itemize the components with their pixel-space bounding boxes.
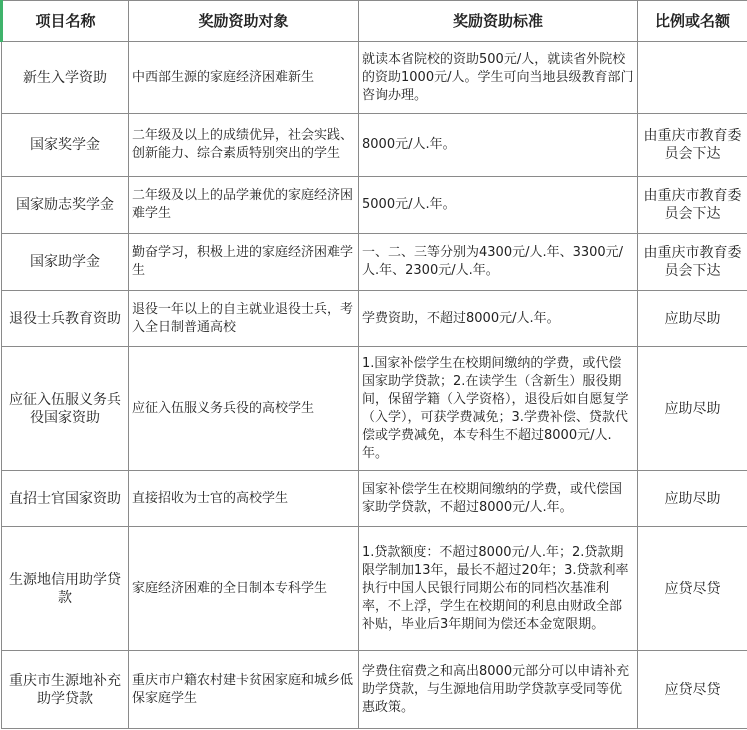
quota-cell: 由重庆市教育委员会下达 xyxy=(638,177,747,234)
standard-cell: 1.贷款额度：不超过8000元/人.年；2.贷款期限学制加13年，最长不超过20年；3.贷款利率执行中国人民银行同期公布的同档次基准利率，不上浮，学生在校期间的利息由财政全部补贴，毕业后3年期间为偿还本金宽限期。 xyxy=(359,527,638,651)
project-name-cell: 国家奖学金 xyxy=(2,114,129,177)
quota-cell: 应助尽助 xyxy=(638,291,747,347)
table-row xyxy=(2,234,747,291)
target-cell: 重庆市户籍农村建卡贫困家庭和城乡低保家庭学生 xyxy=(129,651,359,729)
standard-cell: 学费资助，不超过8000元/人.年。 xyxy=(359,291,638,347)
target-cell: 二年级及以上的成绩优异，社会实践、创新能力、综合素质特别突出的学生 xyxy=(129,114,359,177)
project-name-cell: 新生入学资助 xyxy=(2,42,129,114)
quota-cell: 由重庆市教育委员会下达 xyxy=(638,114,747,177)
project-name-cell: 生源地信用助学贷款 xyxy=(2,527,129,651)
table-row xyxy=(2,42,747,114)
standard-cell: 学费住宿费之和高出8000元部分可以申请补充助学贷款，与生源地信用助学贷款享受同等优惠政策。 xyxy=(359,651,638,729)
project-name-cell: 国家助学金 xyxy=(2,234,129,291)
standard-cell: 一、二、三等分别为4300元/人.年、3300元/人.年、2300元/人.年。 xyxy=(359,234,638,291)
header-project-name: 项目名称 xyxy=(2,1,129,42)
project-name-cell: 国家励志奖学金 xyxy=(2,177,129,234)
quota-cell: 应助尽助 xyxy=(638,347,747,471)
table-row xyxy=(2,114,747,177)
standard-cell: 5000元/人.年。 xyxy=(359,177,638,234)
target-cell: 二年级及以上的品学兼优的家庭经济困难学生 xyxy=(129,177,359,234)
quota-cell: 由重庆市教育委员会下达 xyxy=(638,234,747,291)
table-row xyxy=(2,291,747,347)
target-cell: 直接招收为士官的高校学生 xyxy=(129,471,359,527)
table-row xyxy=(2,527,747,651)
project-name-cell: 重庆市生源地补充助学贷款 xyxy=(2,651,129,729)
target-cell: 家庭经济困难的全日制本专科学生 xyxy=(129,527,359,651)
project-name-cell: 直招士官国家资助 xyxy=(2,471,129,527)
target-cell: 勤奋学习，积极上进的家庭经济困难学生 xyxy=(129,234,359,291)
standard-cell: 1.国家补偿学生在校期间缴纳的学费，或代偿国家助学贷款；2.在读学生（含新生）服役期间，保留学籍（入学资格），退役后如自愿复学（入学），可获学费减免；3.学费补偿、贷款代偿或学费减免，本专科生不超过8000元/人.年。 xyxy=(359,347,638,471)
standard-cell: 国家补偿学生在校期间缴纳的学费，或代偿国家助学贷款，不超过8000元/人.年。 xyxy=(359,471,638,527)
standard-cell: 就读本省院校的资助500元/人，就读省外院校的资助1000元/人。学生可向当地县级教育部门咨询办理。 xyxy=(359,42,638,114)
table-row xyxy=(2,471,747,527)
project-name-cell: 应征入伍服义务兵役国家资助 xyxy=(2,347,129,471)
target-cell: 退役一年以上的自主就业退役士兵，考入全日制普通高校 xyxy=(129,291,359,347)
table-row xyxy=(2,177,747,234)
quota-cell: 应贷尽贷 xyxy=(638,651,747,729)
quota-cell: 应助尽助 xyxy=(638,471,747,527)
header-target: 奖励资助对象 xyxy=(129,1,359,42)
header-quota: 比例或名额 xyxy=(638,1,747,42)
project-name-cell: 退役士兵教育资助 xyxy=(2,291,129,347)
target-cell: 中西部生源的家庭经济困难新生 xyxy=(129,42,359,114)
header-row xyxy=(2,1,747,42)
standard-cell: 8000元/人.年。 xyxy=(359,114,638,177)
quota-cell: 应贷尽贷 xyxy=(638,527,747,651)
target-cell: 应征入伍服义务兵役的高校学生 xyxy=(129,347,359,471)
quota-cell xyxy=(638,42,747,114)
table-row xyxy=(2,347,747,471)
table-row xyxy=(2,651,747,729)
header-standard: 奖励资助标准 xyxy=(359,1,638,42)
